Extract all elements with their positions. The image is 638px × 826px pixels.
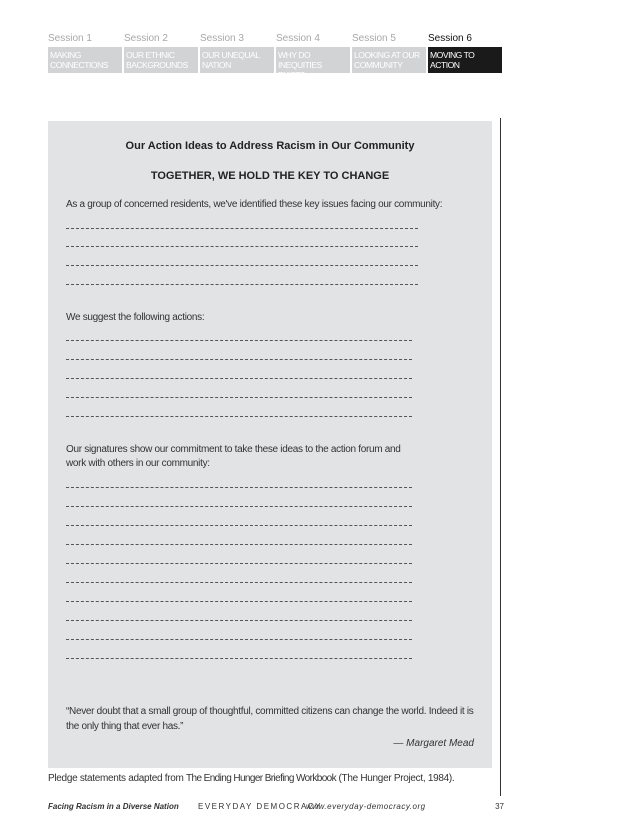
session-number: Session 1 [48,33,92,44]
session-number: Session 5 [352,33,396,44]
vertical-rule [500,118,501,796]
signatures-prompt-line-1: Our signatures show our commitment to take these ideas to the action forum and [66,444,401,455]
footer-url[interactable]: www.everyday-democracy.org [306,802,426,811]
signature-line[interactable] [66,487,412,488]
action-ideas-panel [48,121,492,768]
action-line[interactable] [66,340,412,341]
quote-attribution: — Margaret Mead [393,738,474,749]
action-line[interactable] [66,397,412,398]
quote [66,704,482,734]
issue-line[interactable] [66,246,418,247]
signature-line[interactable] [66,601,412,602]
session-tab-1 [48,33,122,73]
session-label: OUR UNEQUAL NATION [200,47,274,73]
signatures-prompt-line-2: work with others in our community: [66,458,210,469]
signature-line[interactable] [66,620,412,621]
signature-line[interactable] [66,506,412,507]
signature-line[interactable] [66,658,412,659]
action-line[interactable] [66,378,412,379]
signature-line[interactable] [66,582,412,583]
source-credit [48,773,454,784]
signatures-prompt [66,443,436,471]
session-label: MOVING TO ACTION [428,47,502,73]
actions-prompt: We suggest the following actions: [66,312,205,323]
quote-line-2: the only thing that ever has.” [66,721,184,732]
action-line[interactable] [66,359,412,360]
issue-line[interactable] [66,265,418,266]
session-label: MAKING CONNECTIONS [48,47,122,73]
action-line[interactable] [66,416,412,417]
panel-subtitle: TOGETHER, WE HOLD THE KEY TO CHANGE [150,170,390,182]
panel-title: Our Action Ideas to Address Racism in Our Community [125,140,415,152]
session-tab-4 [276,33,350,80]
page-number: 37 [495,802,504,811]
issue-line[interactable] [66,284,418,285]
signature-line[interactable] [66,563,412,564]
session-number: Session 2 [124,33,168,44]
footer-organization: EVERYDAY DEMOCRACY [198,802,322,811]
session-tab-5 [352,33,426,73]
footer-publication: Facing Racism in a Diverse Nation [48,802,179,811]
signature-line[interactable] [66,639,412,640]
credit-prefix: Pledge statements adapted from [48,773,187,784]
session-tabs [48,33,501,80]
session-number: Session 4 [276,33,320,44]
issues-prompt: As a group of concerned residents, we've identified these key issues facing our community: [66,199,443,210]
credit-suffix: (The Hunger Project, 1984). [336,773,455,784]
session-tab-6-active [428,33,502,73]
signature-line[interactable] [66,544,412,545]
signature-line[interactable] [66,525,412,526]
credit-book-title: The Ending Hunger Briefing Workbook [186,773,337,784]
session-tab-2 [124,33,198,73]
session-number: Session 3 [200,33,244,44]
session-tab-3 [200,33,274,73]
issue-line[interactable] [66,228,418,229]
session-label: OUR ETHNIC BACKGROUNDS [124,47,198,73]
session-label: LOOKING AT OUR COMMUNITY [352,47,426,73]
quote-line-1: “Never doubt that a small group of thoughtful, committed citizens can change the world. Indeed it is [66,706,474,717]
session-label: WHY DO INEQUITIES EXIST? [276,47,350,73]
page-footer [48,802,504,816]
session-number: Session 6 [428,33,472,44]
